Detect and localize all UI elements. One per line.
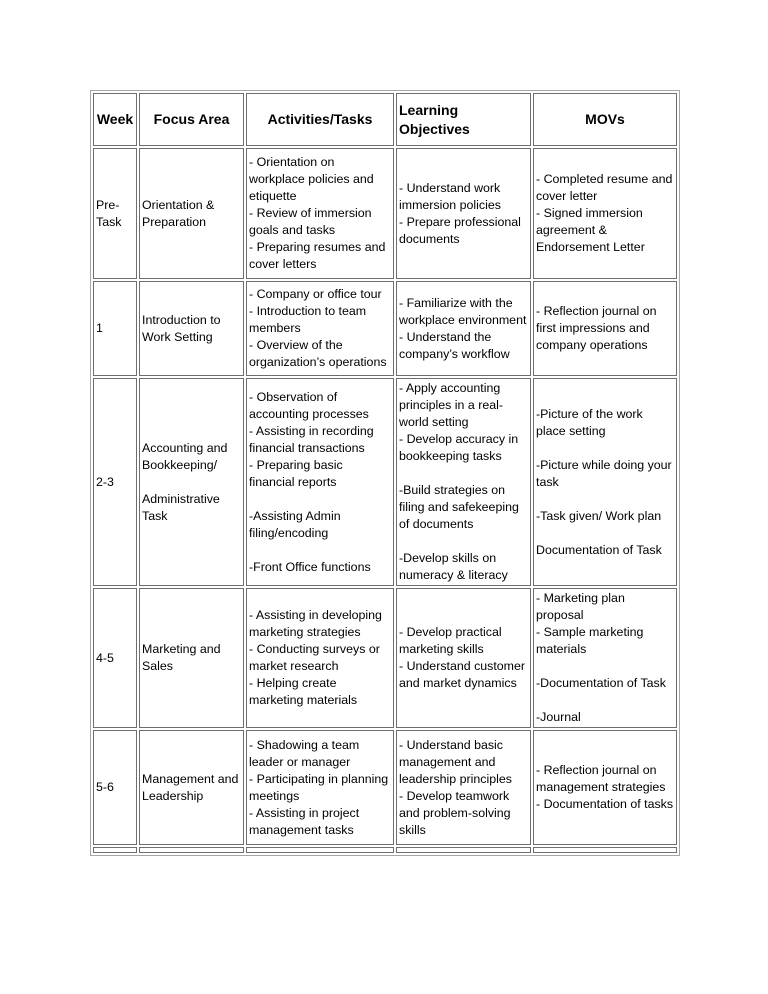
learning-objectives-cell [396, 588, 531, 728]
cell-paragraph [536, 525, 674, 542]
focus-area-cell [139, 148, 244, 279]
empty-cell [139, 847, 244, 853]
work-immersion-schedule-table [90, 90, 680, 856]
cell-paragraph: - Assisting in recording financial transactions [249, 423, 374, 455]
cell-paragraph: - Develop practical marketing skills [399, 625, 502, 656]
cell-paragraph: - Shadowing a team leader or manager [249, 737, 360, 769]
cell-paragraph: - Develop teamwork and problem-solving skills [399, 788, 511, 837]
cell-paragraph: - Overview of the organization’s operations [249, 338, 387, 369]
table-row-week-5-6 [93, 730, 677, 845]
cell-paragraph: -Documentation of Task [536, 676, 666, 690]
empty-cell [93, 847, 137, 853]
table-row-pre-task [93, 148, 677, 279]
focus-area-cell [139, 588, 244, 728]
cell-paragraph: - Reflection journal on management strategies [536, 763, 666, 794]
cell-paragraph [536, 440, 674, 457]
cell-paragraph: - Understand customer and market dynamics [399, 659, 526, 690]
cell-paragraph: Accounting and Bookkeeping/ [142, 440, 228, 472]
week-cell: 4-5 [93, 588, 137, 728]
learning-objectives-cell [396, 281, 531, 376]
cell-paragraph: - Preparing resumes and cover letters [249, 240, 386, 271]
movs-cell [533, 281, 677, 376]
cell-paragraph: - Introduction to team members [249, 304, 367, 335]
focus-area-cell [139, 378, 244, 586]
cell-paragraph: -Picture of the work place setting [536, 406, 643, 438]
cell-paragraph: - Participating in planning meetings [249, 771, 389, 803]
cell-paragraph: Administrative Task [142, 491, 220, 523]
cell-paragraph: -Front Office functions [249, 559, 371, 574]
cell-paragraph: - Marketing plan proposal [536, 591, 625, 622]
cell-paragraph: - Reflection journal on first impressions and company operations [536, 304, 657, 352]
cell-paragraph: Orientation & Preparation [142, 197, 215, 229]
cell-paragraph: - Understand basic management and leadership principles [399, 737, 512, 786]
table-row-week-1 [93, 281, 677, 376]
cell-paragraph: -Journal [536, 710, 581, 724]
cell-paragraph: -Build strategies on filing and safekeeping of documents [399, 483, 519, 531]
cell-paragraph: - Signed immersion agreement & Endorsement Letter [536, 206, 645, 254]
cell-paragraph [536, 658, 674, 675]
cell-paragraph: - Sample marketing materials [536, 625, 644, 656]
movs-cell [533, 730, 677, 845]
cell-paragraph: Documentation of Task [536, 542, 662, 557]
cell-paragraph: Marketing and Sales [142, 642, 221, 673]
cell-paragraph: -Picture while doing your task [536, 457, 672, 489]
header-focus-area: Focus Area [139, 93, 244, 146]
cell-paragraph: - Helping create marketing materials [249, 676, 358, 707]
cell-paragraph [249, 542, 391, 559]
activities-cell [246, 588, 394, 728]
cell-paragraph: -Task given/ Work plan [536, 508, 662, 523]
header-activities-tasks: Activities/Tasks [246, 93, 394, 146]
week-cell: 2-3 [93, 378, 137, 586]
cell-paragraph [249, 491, 391, 508]
cell-paragraph: - Observation of accounting processes [249, 389, 369, 421]
cell-paragraph: Management and Leadership [142, 771, 239, 803]
activities-cell [246, 730, 394, 845]
cell-paragraph: - Assisting in project management tasks [249, 805, 360, 837]
focus-area-cell [139, 281, 244, 376]
learning-objectives-cell [396, 148, 531, 279]
cell-paragraph [142, 474, 241, 491]
header-row [93, 93, 677, 146]
cell-paragraph: - Review of immersion goals and tasks [249, 206, 372, 237]
header-movs: MOVs [533, 93, 677, 146]
cell-paragraph: - Understand work immersion policies [399, 180, 501, 212]
cell-paragraph: - Preparing basic financial reports [249, 457, 343, 489]
cell-paragraph: -Assisting Admin filing/encoding [249, 508, 341, 540]
empty-cell [246, 847, 394, 853]
cell-paragraph: - Understand the company’s workflow [399, 329, 510, 361]
activities-cell [246, 378, 394, 586]
cell-paragraph: - Prepare professional documents [399, 214, 521, 246]
cell-paragraph [536, 491, 674, 508]
cell-paragraph: - Orientation on workplace policies and etiquette [249, 155, 374, 203]
cell-paragraph: -Develop skills on numeracy & literacy [399, 551, 508, 582]
cell-paragraph: - Apply accounting principles in a real-world setting [399, 381, 503, 429]
table-row-empty [93, 847, 677, 853]
cell-paragraph: - Conducting surveys or market research [249, 642, 380, 673]
movs-cell [533, 378, 677, 586]
cell-paragraph: - Documentation of tasks [536, 797, 674, 811]
movs-cell [533, 148, 677, 279]
week-cell: 5-6 [93, 730, 137, 845]
movs-cell [533, 588, 677, 728]
cell-paragraph [536, 692, 674, 709]
learning-objectives-cell [396, 730, 531, 845]
focus-area-cell [139, 730, 244, 845]
cell-paragraph: Introduction to Work Setting [142, 312, 221, 344]
header-learning-objectives: Learning Objectives [396, 93, 531, 146]
learning-objectives-cell [396, 378, 531, 586]
header-week: Week [93, 93, 137, 146]
empty-cell [533, 847, 677, 853]
week-cell: 1 [93, 281, 137, 376]
activities-cell [246, 281, 394, 376]
week-cell: Pre-Task [93, 148, 137, 279]
cell-paragraph: - Develop accuracy in bookkeeping tasks [399, 432, 519, 463]
table-row-week-2-3 [93, 378, 677, 586]
cell-paragraph: - Completed resume and cover letter [536, 172, 673, 203]
activities-cell [246, 148, 394, 279]
cell-paragraph [399, 533, 528, 550]
cell-paragraph: - Company or office tour [249, 287, 382, 301]
cell-paragraph: - Assisting in developing marketing strategies [249, 608, 382, 639]
cell-paragraph: - Familiarize with the workplace environment [399, 295, 527, 327]
table-row-week-4-5 [93, 588, 677, 728]
empty-cell [396, 847, 531, 853]
cell-paragraph [399, 465, 528, 482]
